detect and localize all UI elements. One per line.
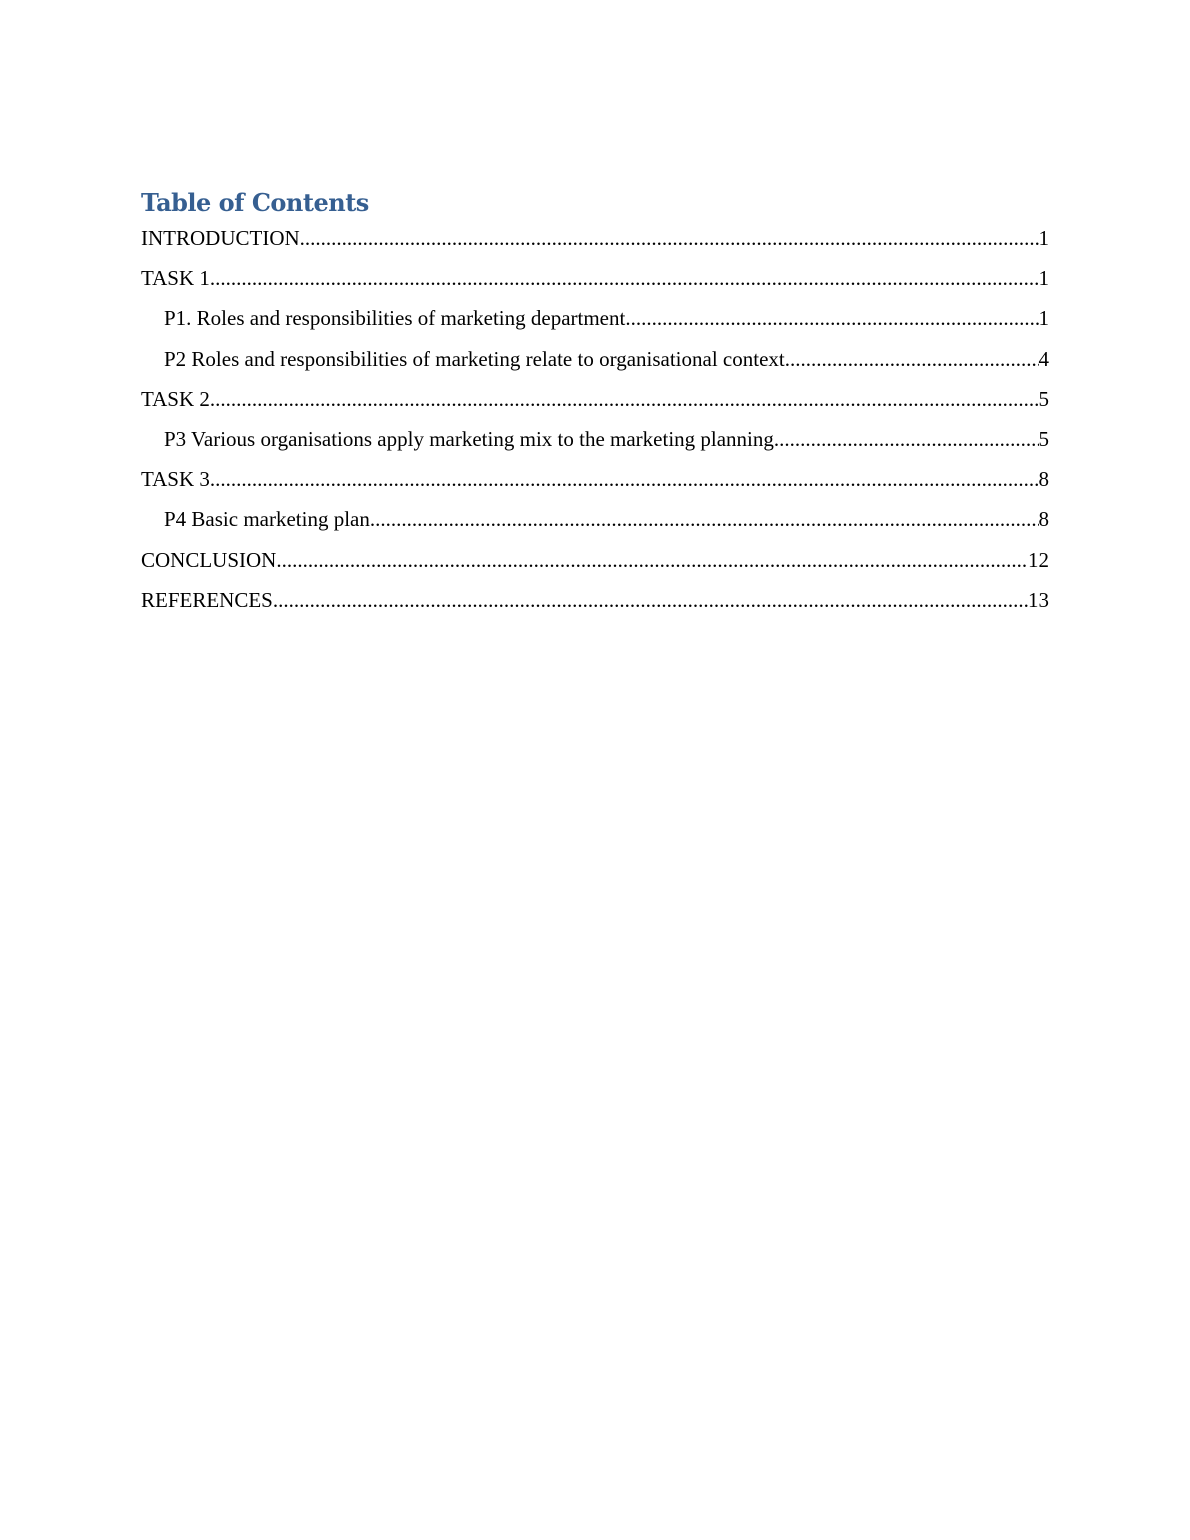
toc-entry-label: TASK 2 (141, 386, 210, 411)
toc-entry-task-2[interactable] (141, 379, 1049, 419)
toc-entry-label: INTRODUCTION (141, 226, 300, 250)
toc-leader-dots (785, 339, 1039, 379)
toc-entry-page: 5 (1038, 386, 1049, 411)
toc-leader-dots (276, 540, 1028, 580)
toc-entry-page: 1 (1038, 226, 1049, 250)
toc-entry-page: 4 (1038, 346, 1049, 371)
toc-entry-label: TASK 3 (141, 467, 210, 492)
toc-entry-p2[interactable] (141, 339, 1049, 379)
toc-entry-conclusion[interactable] (141, 540, 1049, 580)
toc-entry-label: P2 Roles and responsibilities of marketing relate to organisational context (164, 346, 785, 371)
toc-entry-p1[interactable] (141, 298, 1049, 338)
toc-entry-task-1[interactable] (141, 258, 1049, 298)
toc-entry-label: P1. Roles and responsibilities of marketing department (164, 306, 626, 331)
toc-entry-task-3[interactable] (141, 459, 1049, 499)
toc-entry-references[interactable] (141, 580, 1049, 620)
toc-entry-label: P4 Basic marketing plan (164, 507, 370, 532)
toc-entry-page: 1 (1038, 306, 1049, 331)
toc-entry-page: 12 (1028, 547, 1049, 572)
toc-entry-p3[interactable] (141, 419, 1049, 459)
toc-entry-page: 8 (1038, 507, 1049, 532)
toc-entry-p4[interactable] (141, 499, 1049, 539)
toc-entry-label: CONCLUSION (141, 547, 277, 572)
toc-entry-page: 1 (1038, 266, 1049, 291)
toc-entry-introduction[interactable] (141, 218, 1049, 258)
toc-leader-dots (774, 419, 1039, 459)
toc-leader-dots (210, 459, 1039, 499)
toc-entry-label: TASK 1 (141, 266, 210, 291)
toc-entry-page: 5 (1038, 426, 1049, 451)
toc-entry-label: REFERENCES (141, 587, 273, 612)
toc-leader-dots (273, 580, 1028, 620)
toc-list (141, 218, 1049, 620)
toc-heading: Table of Contents (141, 188, 369, 217)
toc-leader-dots (625, 298, 1038, 338)
toc-leader-dots (370, 499, 1039, 539)
toc-leader-dots (300, 218, 1039, 258)
toc-leader-dots (210, 258, 1039, 298)
toc-entry-label: P3 Various organisations apply marketing mix to the marketing planning (164, 426, 774, 451)
toc-entry-page: 8 (1038, 467, 1049, 492)
toc-leader-dots (210, 379, 1039, 419)
toc-entry-page: 13 (1028, 587, 1049, 612)
